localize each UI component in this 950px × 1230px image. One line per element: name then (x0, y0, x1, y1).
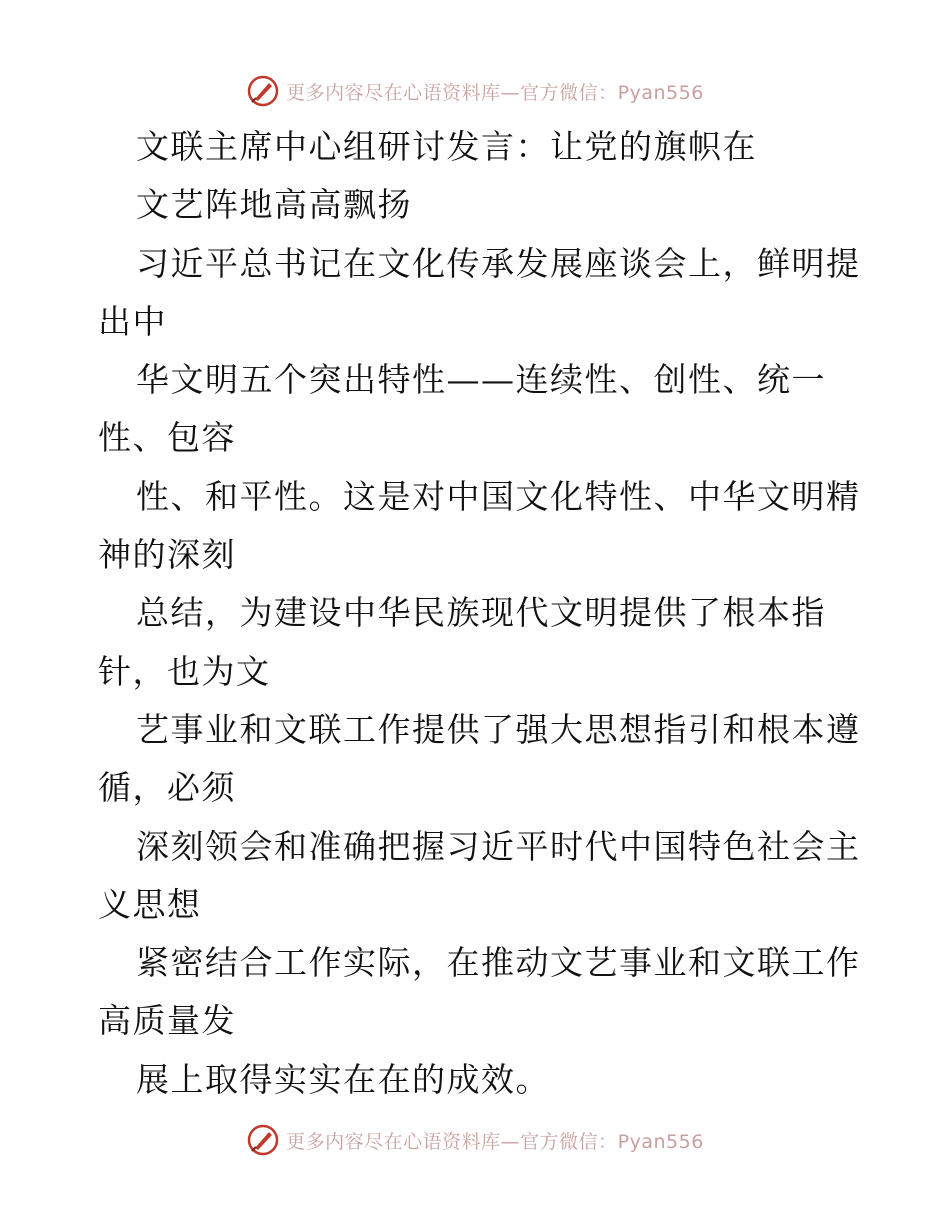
watermark-text: 更多内容尽在心语资料库—官方微信：Pyan556 (286, 81, 704, 104)
text-line: 神的深刻 (98, 535, 236, 575)
watermark-text: 更多内容尽在心语资料库—官方微信：Pyan556 (286, 1130, 704, 1153)
header-watermark (0, 71, 950, 111)
quill-pen-icon (246, 74, 280, 108)
text-line: 性、和平性。这是对中国文化特性、中华文明精 (136, 476, 861, 516)
text-line: 紧密结合工作实际，在推动文艺事业和文联工作 (136, 943, 861, 983)
text-line: 文联主席中心组研讨发言：让党的旗帜在 (136, 127, 757, 166)
footer-watermark (0, 1120, 950, 1160)
text-line: 针，也为文 (98, 651, 271, 691)
text-line: 华文明五个突出特性——连续性、创性、统一 (136, 360, 826, 400)
text-line: 出中 (98, 301, 167, 341)
text-line: 展上取得实实在在的成效。 (136, 1059, 550, 1099)
text-line: 深刻领会和准确把握习近平时代中国特色社会主 (136, 826, 861, 866)
text-line: 习近平总书记在文化传承发展座谈会上，鲜明提 (136, 243, 861, 283)
document-body (98, 118, 861, 1109)
text-line: 性、包容 (98, 418, 236, 458)
text-line: 文艺阵地高高飘扬 (136, 185, 412, 225)
text-line: 艺事业和文联工作提供了强大思想指引和根本遵 (136, 709, 861, 749)
text-line: 循，必须 (98, 768, 236, 808)
text-line: 总结，为建设中华民族现代文明提供了根本指 (136, 593, 826, 633)
quill-pen-icon (246, 1123, 280, 1157)
text-line: 义思想 (98, 884, 202, 924)
text-line: 高质量发 (98, 1001, 236, 1041)
